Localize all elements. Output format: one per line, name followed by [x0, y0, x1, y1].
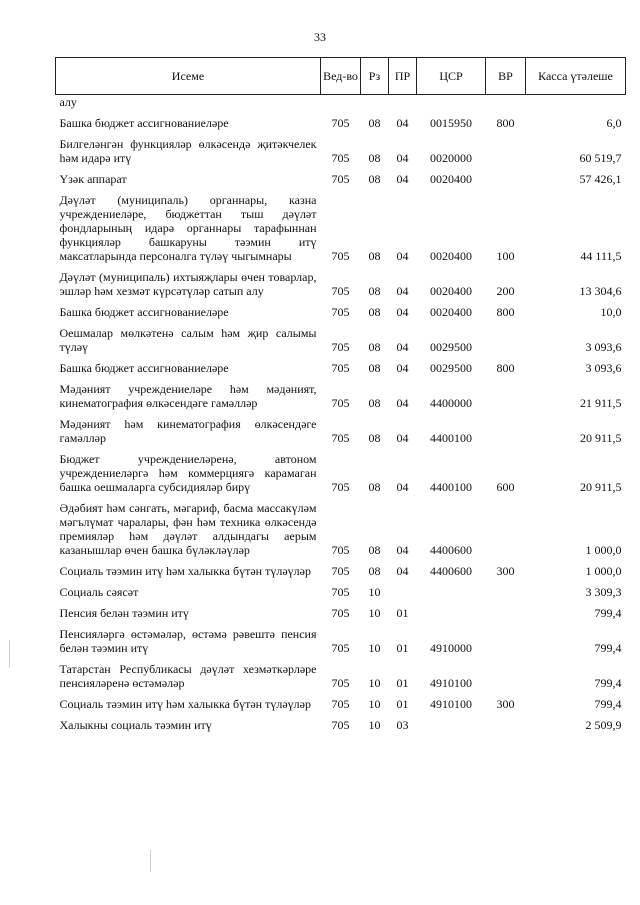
cell-ved: 705 [331, 151, 350, 165]
cell-pr: 04 [396, 172, 409, 186]
cell-rz: 10 [368, 676, 381, 690]
cell-name: Мәдәният учреждениеләре һәм мәдәният, кинематография өлкәсендәге гамәлләр [59, 382, 317, 410]
cell-rz: 08 [368, 172, 381, 186]
cell-amount: 3 093,6 [585, 340, 622, 354]
cell-amount: 57 426,1 [579, 172, 622, 186]
table-row [56, 113, 626, 134]
cell-csr: 0020400 [430, 172, 472, 186]
cell-name: Социаль тәэмин итү һәм халыкка бүтән түләүләр [59, 564, 311, 578]
cell-amount: 21 911,5 [579, 396, 622, 410]
cell-rz: 08 [368, 116, 381, 130]
cell-csr: 0020400 [430, 284, 472, 298]
cell-rz: 08 [368, 480, 381, 494]
cell-pr: 04 [396, 151, 409, 165]
cell-amount: 1 000,0 [585, 564, 622, 578]
cell-pr: 04 [396, 116, 409, 130]
cell-vr [486, 498, 526, 561]
cell-ved: 705 [331, 431, 350, 445]
cell-ved: 705 [331, 116, 350, 130]
table-row [56, 582, 626, 603]
cell-csr [417, 582, 486, 603]
cell-vr: 300 [496, 697, 515, 711]
header-csr: ЦСР [417, 58, 486, 95]
cell-amount: 799,4 [594, 676, 622, 690]
cell-vr: 300 [496, 564, 515, 578]
cell-name: Социаль тәэмин итү һәм халыкка бүтән түләүләр [59, 697, 311, 711]
cell-pr: 04 [396, 340, 409, 354]
cell-amount: 799,4 [594, 606, 622, 620]
cell-rz: 08 [368, 361, 381, 375]
cell-vr [486, 624, 526, 659]
cell-amount: 44 111,5 [580, 249, 622, 263]
cell-vr [486, 134, 526, 169]
cell-name: Башка бюджет ассигнованиеләре [59, 116, 229, 130]
budget-table [55, 57, 626, 736]
cell-rz: 10 [368, 585, 381, 599]
cell-vr: 800 [496, 305, 515, 319]
cell-name: Халыкны социаль тәэмин итү [59, 718, 212, 732]
cell-rz: 08 [368, 305, 381, 319]
cell-name: Әдәбият һәм сәнгать, мәгариф, басма массакүләм мәгълүмат чаралары, фән һәм техника өлкәсендә премияләр һәм дәүләт алдындагы аерым казанышлар өчен башка бүләкләүләр [59, 501, 317, 557]
cell-ved: 705 [331, 340, 350, 354]
cell-name: Бюджет учреждениеләренә, автоном учреждениеләргә һәм коммерциягә карамаган башка оешмаларга субсидияләр бирү [59, 452, 317, 494]
cell-rz: 10 [368, 606, 381, 620]
cell-csr: 0029500 [430, 361, 472, 375]
cell-pr: 04 [396, 564, 409, 578]
cell-vr: 800 [496, 361, 515, 375]
cell-amount: 1 000,0 [585, 543, 622, 557]
cell-csr: 0015950 [430, 116, 472, 130]
cell-csr: 0020400 [430, 305, 472, 319]
cell-csr: 4400600 [430, 564, 472, 578]
cell-pr: 01 [396, 606, 409, 620]
cell-name: Пенсияләргә өстәмәләр, өстәмә рәвештә пенсия белән тәэмин итү [59, 627, 317, 655]
cell-name: Социаль сәясәт [59, 585, 139, 599]
cell-pr: 04 [396, 284, 409, 298]
cell-name: Татарстан Республикасы дәүләт хезмәткәрләре пенсияләренә өстәмәләр [59, 662, 317, 690]
cell-csr: 4400100 [430, 480, 472, 494]
cell-pr: 03 [396, 718, 409, 732]
table-row [56, 358, 626, 379]
cell-amount: 2 509,9 [585, 718, 622, 732]
cell-vr [486, 379, 526, 414]
cell-csr: 4910100 [430, 676, 472, 690]
cell-name: Мәдәният һәм кинематография өлкәсендәге гамәлләр [59, 417, 317, 445]
cell-pr [389, 582, 417, 603]
cell-ved: 705 [331, 641, 350, 655]
cell-vr: 800 [496, 116, 515, 130]
cell-name: Башка бюджет ассигнованиеләре [59, 361, 229, 375]
cell-vr [486, 715, 526, 736]
table-row [56, 302, 626, 323]
cell-amount: 799,4 [594, 697, 622, 711]
cell-pr: 04 [396, 361, 409, 375]
cell-ved: 705 [331, 606, 350, 620]
cell-name: Оешмалар мөлкәтенә салым һәм җир салымы түләү [59, 326, 317, 354]
table-row [56, 561, 626, 582]
scan-artifact-bottom [150, 850, 151, 872]
cell-rz: 08 [368, 564, 381, 578]
cell-rz: 10 [368, 697, 381, 711]
cell-csr [417, 715, 486, 736]
cell-name: Билгеләнгән функцияләр өлкәсендә җитәкчелек һәм идарә итү [59, 137, 317, 165]
scan-artifact-left [9, 640, 10, 668]
cell-pr: 01 [396, 641, 409, 655]
table-row [56, 379, 626, 414]
table-header-row [56, 58, 626, 95]
cell-rz: 08 [368, 396, 381, 410]
continuation-text: алу [59, 95, 77, 109]
cell-name: Үзәк аппарат [59, 172, 127, 186]
continuation-row [56, 95, 626, 114]
cell-pr: 04 [396, 431, 409, 445]
cell-csr: 4910000 [430, 641, 472, 655]
cell-ved: 705 [331, 718, 350, 732]
cell-pr: 04 [396, 396, 409, 410]
cell-pr: 01 [396, 676, 409, 690]
cell-csr: 4400000 [430, 396, 472, 410]
cell-rz: 08 [368, 284, 381, 298]
table-row [56, 498, 626, 561]
cell-csr: 4400100 [430, 431, 472, 445]
cell-amount: 13 304,6 [579, 284, 622, 298]
cell-rz: 08 [368, 249, 381, 263]
header-vr: ВР [486, 58, 526, 95]
cell-rz: 08 [368, 543, 381, 557]
cell-amount: 799,4 [594, 641, 622, 655]
table-row [56, 267, 626, 302]
cell-csr: 4400600 [430, 543, 472, 557]
cell-rz: 08 [368, 431, 381, 445]
cell-rz: 10 [368, 641, 381, 655]
cell-ved: 705 [331, 249, 350, 263]
cell-rz: 08 [368, 340, 381, 354]
cell-name: Дәүләт (муниципаль) органнары, казна учреждениеләре, бюджеттан тыш дәүләт фондларының идарә органнары тарафыннан функцияләр башкаруны тәэмин итү максатларында персоналга түләү чыгымнары [59, 193, 317, 263]
table-row [56, 134, 626, 169]
cell-ved: 705 [331, 585, 350, 599]
table-row [56, 323, 626, 358]
cell-ved: 705 [331, 543, 350, 557]
cell-ved: 705 [331, 361, 350, 375]
cell-pr: 04 [396, 305, 409, 319]
table-row [56, 603, 626, 624]
table-row [56, 694, 626, 715]
cell-pr: 04 [396, 480, 409, 494]
cell-ved: 705 [331, 564, 350, 578]
cell-rz: 08 [368, 151, 381, 165]
cell-ved: 705 [331, 172, 350, 186]
table-row [56, 715, 626, 736]
cell-amount: 3 093,6 [585, 361, 622, 375]
cell-pr: 04 [396, 543, 409, 557]
page-number: 33 [314, 30, 326, 44]
cell-csr: 0029500 [430, 340, 472, 354]
cell-vr [486, 582, 526, 603]
cell-ved: 705 [331, 305, 350, 319]
table-row [56, 190, 626, 267]
cell-amount: 6,0 [606, 116, 622, 130]
cell-csr [417, 603, 486, 624]
cell-ved: 705 [331, 676, 350, 690]
table-row [56, 624, 626, 659]
cell-csr: 0020000 [430, 151, 472, 165]
cell-vr [486, 659, 526, 694]
cell-csr: 0020400 [430, 249, 472, 263]
cell-name: Дәүләт (муниципаль) ихтыяҗлары өчен товарлар, эшләр һәм хезмәт күрсәтүләр сатып алу [59, 270, 317, 298]
cell-vr [486, 414, 526, 449]
cell-csr: 4910100 [430, 697, 472, 711]
cell-ved: 705 [331, 284, 350, 298]
cell-amount: 20 911,5 [579, 480, 622, 494]
cell-vr [486, 169, 526, 190]
header-rz: Рз [361, 58, 389, 95]
cell-pr: 01 [396, 697, 409, 711]
cell-amount: 10,0 [600, 305, 622, 319]
cell-rz: 10 [368, 718, 381, 732]
cell-ved: 705 [331, 396, 350, 410]
table-row [56, 414, 626, 449]
cell-vr: 100 [496, 249, 515, 263]
cell-ved: 705 [331, 480, 350, 494]
cell-vr: 200 [496, 284, 515, 298]
table-row [56, 659, 626, 694]
cell-amount: 3 309,3 [585, 585, 622, 599]
table-row [56, 169, 626, 190]
cell-amount: 60 519,7 [579, 151, 622, 165]
header-ved: Вед-во [321, 58, 361, 95]
cell-vr [486, 323, 526, 358]
cell-amount: 20 911,5 [579, 431, 622, 445]
cell-name: Башка бюджет ассигнованиеләре [59, 305, 229, 319]
cell-vr: 600 [496, 480, 515, 494]
cell-pr: 04 [396, 249, 409, 263]
cell-ved: 705 [331, 697, 350, 711]
cell-vr [486, 603, 526, 624]
header-pr: ПР [389, 58, 417, 95]
header-name: Исеме [56, 58, 321, 95]
table-row [56, 449, 626, 498]
cell-name: Пенсия белән тәэмин итү [59, 606, 189, 620]
header-kassa: Касса үтәлеше [526, 58, 626, 95]
